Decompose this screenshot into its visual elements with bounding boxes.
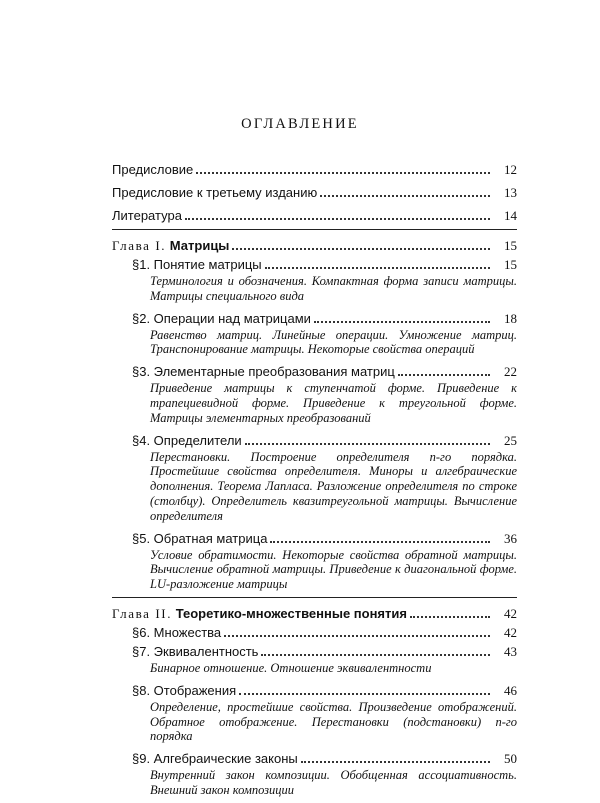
chapter-prefix: Глава I.: [112, 238, 167, 253]
leader-dots: [185, 217, 490, 220]
toc-section-entry[interactable]: [112, 642, 517, 661]
toc-section-entry[interactable]: [112, 749, 517, 768]
leader-dots: [398, 373, 490, 376]
entry-page: 43: [490, 642, 517, 661]
entry-page: 18: [490, 309, 517, 328]
leader-dots: [224, 634, 490, 637]
entry-page: 12: [490, 160, 517, 179]
leader-dots: [245, 442, 490, 445]
entry-label: Предисловие к третьему изданию: [112, 183, 320, 202]
chapter-title: Матрицы: [169, 238, 230, 253]
leader-dots: [410, 615, 490, 618]
entry-page: 42: [490, 604, 517, 623]
entry-page: 22: [490, 362, 517, 381]
leader-dots: [314, 320, 490, 323]
toc-front-entry[interactable]: [112, 206, 517, 225]
section-label: §7. Эквивалентность: [132, 642, 261, 661]
toc-chapter-entry[interactable]: [112, 604, 517, 623]
toc-section-entry[interactable]: [112, 362, 517, 381]
chapter-title: Теоретико-множественные понятия: [175, 605, 407, 621]
leader-dots: [265, 266, 490, 269]
section-description: Определение, простейшие свойства. Произведение отображений. Обратное отображение. Перестановки (подстановки) n-го порядка: [150, 699, 517, 744]
section-description: Бинарное отношение. Отношение эквивалентности: [150, 660, 432, 675]
separator-rule: [112, 597, 517, 598]
entry-page: 14: [490, 206, 517, 225]
toc-front-entry[interactable]: [112, 160, 517, 179]
leader-dots: [320, 194, 490, 197]
toc-front-entry[interactable]: [112, 183, 517, 202]
section-description: Равенство матриц. Линейные операции. Умножение матриц. Транспонирование матрицы. Некоторые свойства операций: [150, 327, 517, 357]
leader-dots: [301, 760, 490, 763]
entry-label: Литература: [112, 206, 185, 225]
toc-heading: ОГЛАВЛЕНИЕ: [241, 116, 359, 132]
section-label: §3. Элементарные преобразования матриц: [132, 362, 398, 381]
section-description: Приведение матрицы к ступенчатой форме. Приведение к трапециевидной форме. Приведение к треугольной форме. Матрицы элементарных преобразований: [150, 381, 517, 425]
leader-dots: [239, 692, 490, 695]
chapter-prefix: Глава II.: [112, 605, 173, 621]
section-label: §8. Отображения: [132, 681, 239, 700]
entry-page: 36: [490, 529, 517, 548]
section-label: §4. Определители: [132, 431, 245, 450]
section-label: §9. Алгебраические законы: [132, 749, 301, 768]
section-label: §1. Понятие матрицы: [132, 255, 265, 274]
separator-rule: [112, 229, 517, 230]
entry-page: 13: [490, 183, 517, 202]
toc-section-entry[interactable]: [112, 255, 517, 274]
entry-page: 46: [490, 681, 517, 700]
leader-dots: [232, 247, 490, 250]
leader-dots: [270, 540, 490, 543]
entry-page: 50: [490, 749, 517, 768]
section-description: Терминология и обозначения. Компактная форма записи матрицы. Матрицы специального вида: [150, 274, 517, 303]
section-description: Перестановки. Построение определителя n-го порядка. Простейшие свойства определителя. Миноры и алгебраические дополнения. Теорема Лапласа. Разложение определителя по строке (столбцу). Определитель квазитреугольной матрицы. Вычисление определителя: [150, 449, 517, 523]
toc-section-entry[interactable]: [112, 431, 517, 450]
entry-label: Предисловие: [112, 160, 196, 179]
toc-chapter-entry[interactable]: [112, 236, 517, 255]
toc-section-entry[interactable]: [112, 309, 517, 328]
entry-page: 25: [490, 431, 517, 450]
entry-page: 15: [490, 236, 517, 255]
section-description: Внутренний закон композиции. Обобщенная ассоциативность. Внешний закон композиции: [150, 768, 517, 797]
section-label: §5. Обратная матрица: [132, 529, 270, 548]
section-label: §2. Операции над матрицами: [132, 309, 314, 328]
leader-dots: [261, 653, 490, 656]
table-of-contents: [112, 160, 517, 803]
section-label: §6. Множества: [132, 623, 224, 642]
toc-section-entry[interactable]: [112, 529, 517, 548]
entry-page: 42: [490, 623, 517, 642]
leader-dots: [196, 171, 490, 174]
toc-section-entry[interactable]: [112, 681, 517, 700]
section-description: Условие обратимости. Некоторые свойства обратной матрицы. Вычисление обратной матрицы. Приведение к диагональной форме. LU-разложение матрицы: [150, 547, 517, 592]
toc-section-entry[interactable]: [112, 623, 517, 642]
entry-page: 15: [490, 255, 517, 274]
